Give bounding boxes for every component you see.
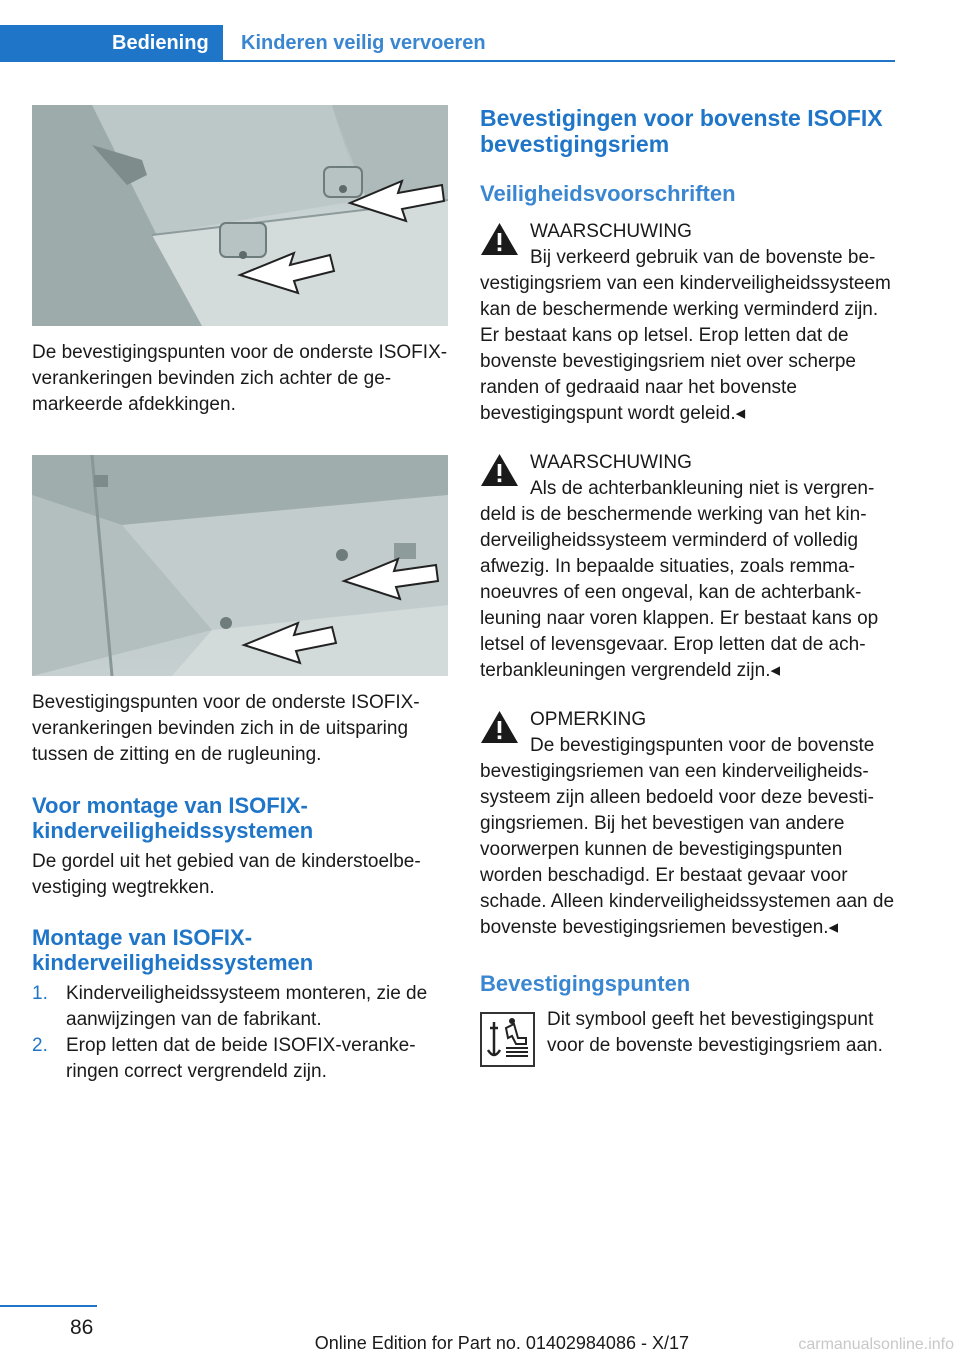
isofix-photo-covers — [32, 105, 448, 326]
points-text: Dit symbool geeft het bevestigingspunt voor de bovenste bevestigingsriem aan. — [547, 1009, 883, 1056]
tab-chapter: Kinderen veilig vervoeren — [241, 32, 486, 54]
heading-mounting: Montage van ISOFIX-kinderveiligheidssystemen — [32, 925, 314, 975]
step-number: 1. — [32, 983, 48, 1004]
warning-triangle-icon — [480, 710, 519, 744]
notice-title: WAARSCHUWING — [530, 221, 692, 242]
seat-illustration-2 — [32, 455, 448, 676]
points-symbol-block — [480, 1007, 896, 1059]
warning-triangle-icon — [480, 222, 519, 256]
warning-notice — [480, 450, 896, 684]
edition-line: Online Edition for Part no. 01402984086 - X/17 — [314, 1333, 689, 1353]
page-number: 86 — [70, 1316, 94, 1339]
notice-text: Als de achterbankleuning niet is vergrendeld is de beschermende werking van het kinderveiligheidssysteem verminderd of volledig afwezig. In bepaalde situaties, zoals remmanoeuvres of een ongeval, kan de achterbankleuning naar voren klappen. Er bestaat kans op letsel of levensgevaar. Erop letten dat de achterbankleuningen vergrendeld zijn.◂ — [480, 478, 879, 681]
section-heading: Bevestigingen voor bovenste ISOFIX bevestigingsriem — [480, 105, 883, 157]
seat-illustration-1 — [32, 105, 448, 326]
anchor-child-seat-icon — [480, 1012, 535, 1067]
points-heading: Bevestigingspunten — [480, 971, 691, 996]
warning-triangle-icon — [480, 453, 519, 487]
footer-rule — [0, 1305, 97, 1307]
left-column — [32, 105, 448, 1085]
watermark: carmanualsonline.info — [798, 1336, 954, 1353]
notice-text: De bevestigingspunten voor de bovenste bevestigingsriemen van een kinderveiligheidssysteem zijn alleen bedoeld voor deze bevestigingsriemen. Bij het bevestigen van andere voorwerpen kunnen de bevestigingspunten worden beschadigd. Er bestaat gevaar voor schade. Alleen kinderveiligheidssystemen aan de bovenste bevestigingsriemen bevestigen.◂ — [480, 735, 895, 938]
step-text: Kinderveiligheidssysteem monteren, zie de aanwijzingen van de fabrikant. — [66, 983, 428, 1030]
notice-title: WAARSCHUWING — [530, 452, 692, 473]
warning-notice — [480, 219, 896, 427]
heading-before-mounting: Voor montage van ISOFIX-kinderveiligheidssystemen — [32, 793, 314, 843]
page-header — [0, 25, 895, 62]
step-text: Erop letten dat de beide ISOFIX-verankeringen correct vergrendeld zijn. — [66, 1035, 416, 1082]
note-notice — [480, 707, 896, 941]
header-rule — [223, 60, 895, 62]
list-item — [32, 1033, 448, 1085]
notice-title: OPMERKING — [530, 709, 647, 730]
text-before-mounting: De gordel uit het gebied van de kinderstoelbevestiging wegtrekken. — [32, 851, 421, 898]
caption-photo-2: Bevestigingspunten voor de onderste ISOFIX-verankeringen bevinden zich in de uitsparing tussen de zitting en de rugleuning. — [32, 692, 420, 765]
isofix-photo-gap — [32, 455, 448, 676]
list-item — [32, 981, 448, 1033]
caption-photo-1: De bevestigingspunten voor de onderste ISOFIX-verankeringen bevinden zich achter de gemarkeerde afdekkingen. — [32, 342, 448, 415]
right-column — [480, 105, 896, 1059]
tab-section: Bediening — [0, 25, 223, 62]
safety-heading: Veiligheidsvoorschriften — [480, 181, 736, 206]
notice-text: Bij verkeerd gebruik van de bovenste bevestigingsriem van een kinderveiligheidssysteem kan de beschermende werking verminderd zijn. Er bestaat kans op letsel. Erop letten dat de bovenste bevestigingsriem niet over scherpe randen of gedraaid naar het bovenste bevestigingspunt wordt geleid.◂ — [480, 247, 891, 424]
mounting-steps — [32, 981, 448, 1085]
step-number: 2. — [32, 1035, 48, 1056]
